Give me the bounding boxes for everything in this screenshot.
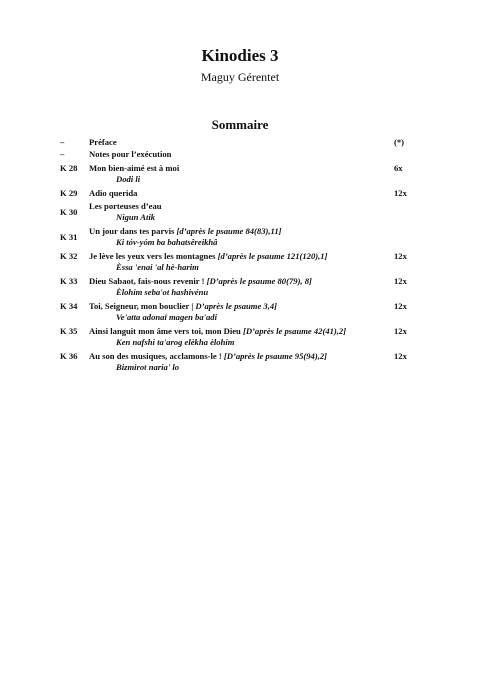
entry-number: K 30 [60,207,78,217]
entry-subtitle: Ken nafshi ta'arog elèkha èlohim [116,337,235,347]
entry-count: 12x [394,326,407,336]
entry-subtitle: Bizmirot naria' lo [116,362,180,372]
entry-title [89,226,282,236]
entry-number: K 35 [60,326,78,336]
entry-title: Les porteuses d’eau [89,201,162,211]
entry-number: K 34 [60,301,78,311]
entry-subtitle: Dodi li [116,174,141,184]
entry-count: 6x [394,163,403,173]
entry-title [89,326,346,336]
entry-number: – [60,137,65,147]
entry-count: 12x [394,251,407,261]
entry-psalm-reference: [D’après le psaume 42(41),2] [242,326,347,336]
entry-number: K 28 [60,163,78,173]
contents-heading: Sommaire [211,117,269,132]
entry-count: 12x [394,276,407,286]
entry-count: 12x [394,351,407,361]
entry-number: K 36 [60,351,78,361]
entry-number: – [60,149,65,159]
entry-title [89,251,327,261]
entry-count: (*) [394,137,405,147]
entry-title: Préface [89,137,117,147]
entry-subtitle: Ve'atta adonaï magen ba'adi [116,312,217,322]
entry-psalm-reference: [d’après le psaume 121(120),1] [217,251,328,261]
entry-count: 12x [394,188,407,198]
entry-subtitle: Èssa 'enai 'al hè-harim [116,262,199,272]
entry-title-text: Toi, Seigneur, mon bouclier [89,301,190,311]
entry-title-text: Je lève les yeux vers les montagnes [89,251,216,261]
entry-title: Notes pour l’exécution [89,149,172,159]
entry-psalm-reference: [d’après le psaume 84(83),11] [176,226,282,236]
entry-title-text: Un jour dans tes parvis [89,226,175,236]
entry-subtitle: Èlohim seba'ot hashivénu [116,287,209,297]
entry-number: K 29 [60,188,78,198]
entry-count: 12x [394,301,407,311]
entry-subtitle: Nigun Atik [116,212,156,222]
entry-title-text: Ainsi languit mon âme vers toi, mon Dieu [89,326,241,336]
entry-title [89,351,327,361]
entry-title-text: Au son des musiques, acclamons-le ! [89,351,222,361]
entry-title: Adio querida [89,188,138,198]
entry-number: K 32 [60,251,78,261]
entry-psalm-reference: [D’après le psaume 80(79), 8] [206,276,312,286]
document-title: Kinodies 3 [201,46,279,65]
entry-number: K 33 [60,276,78,286]
entry-title [89,301,277,311]
author-name: Maguy Gérentet [200,70,280,84]
entry-psalm-reference: [D’après le psaume 95(94),2] [223,351,328,361]
entry-title: Mon bien-aimé est à moi [89,163,180,173]
entry-psalm-reference: | D’après le psaume 3,4] [191,301,278,311]
entry-number: K 31 [60,232,78,242]
entry-title-text: Dieu Sabaot, fais-nous revenir ! [89,276,205,286]
entry-subtitle: Ki tóv-yóm ba bahatsêreikhâ [116,237,218,247]
entry-title [89,276,312,286]
